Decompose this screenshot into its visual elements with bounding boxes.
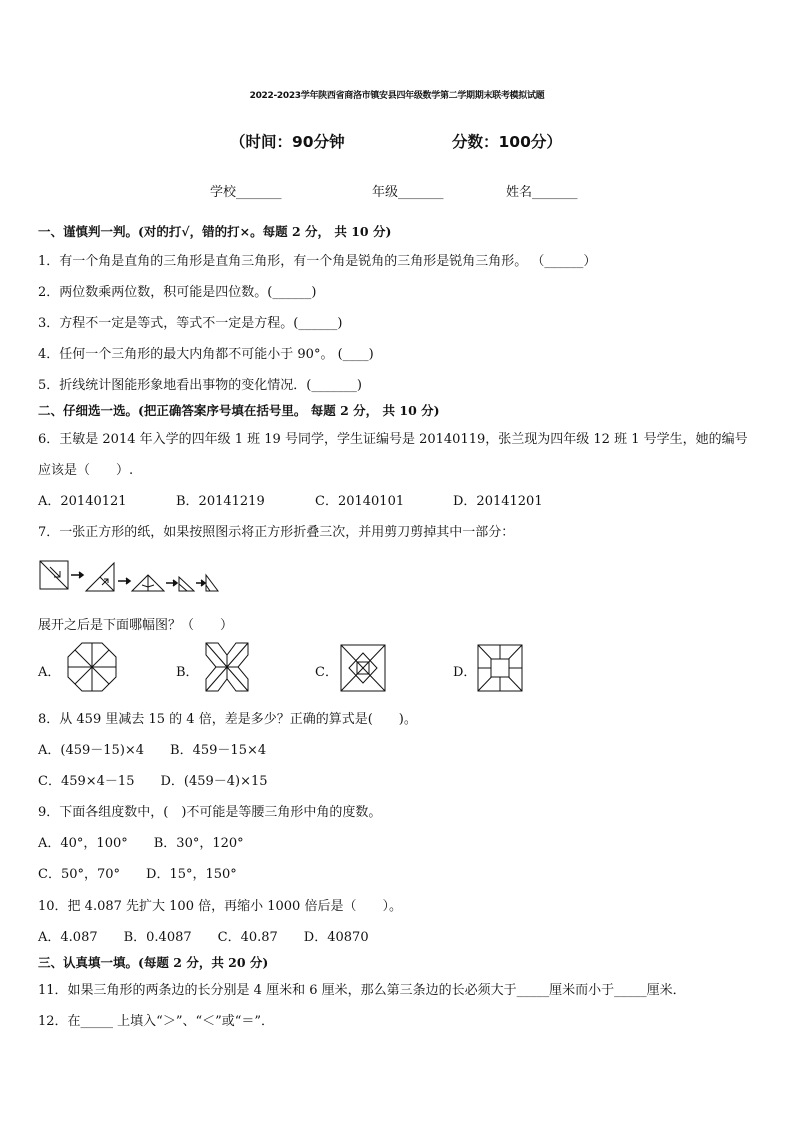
- q7-option-b-figure: [204, 641, 250, 693]
- question-4: 4．任何一个三角形的最大内角都不可能小于 90°。 (____): [38, 347, 374, 362]
- question-6-line2: 应该是（ ）.: [38, 463, 134, 478]
- question-12: 12．在_____ 上填入“＞”、“＜”或“＝”．: [38, 1014, 275, 1029]
- question-7: 7．一张正方形的纸，如果按照图示将正方形折叠三次，并用剪刀剪掉其中一部分：: [38, 525, 515, 540]
- grade-field: 年级_______: [372, 185, 444, 200]
- exam-time: （时间：90分钟: [230, 133, 345, 151]
- question-1: 1．有一个角是直角的三角形是直角三角形，有一个角是锐角的三角形是锐角三角形。 （______）: [38, 254, 597, 269]
- q7-option-a-label: A．: [38, 665, 61, 680]
- section2-heading: 二、仔细选一选。(把正确答案序号填在括号里。 每题 2 分， 共 10 分): [38, 403, 440, 418]
- question-11: 11．如果三角形的两条边的长分别是 4 厘米和 6 厘米，那么第三条边的长必须大于_____厘米而小于_____厘米．: [38, 983, 686, 998]
- question-8: 8．从 459 里减去 15 的 4 倍，差是多少？正确的算式是( )。: [38, 712, 417, 727]
- q10-options: A．4.087 B．0.4087 C．40.87 D．40870: [38, 930, 369, 945]
- name-field: 姓名_______: [506, 185, 578, 200]
- question-7-ask: 展开之后是下面哪幅图？（ ）: [38, 618, 234, 633]
- q9-options-line2: C．50°，70° D．15°，150°: [38, 867, 237, 882]
- exam-score: 分数：100分）: [452, 133, 562, 151]
- q9-options-line1: A．40°，100° B．30°，120°: [38, 836, 244, 851]
- q6-option-c: C．20140101: [315, 494, 405, 509]
- q7-option-c-figure: [339, 643, 387, 693]
- question-2: 2．两位数乘两位数，积可能是四位数。(______): [38, 285, 317, 300]
- folding-sequence-figure: [38, 557, 220, 597]
- question-5: 5．折线统计图能形象地看出事物的变化情况．(_______): [38, 378, 362, 393]
- q7-option-a-figure: [66, 641, 118, 693]
- q8-options-line2: C．459×4－15 D．(459－4)×15: [38, 774, 268, 789]
- q6-option-d: D．20141201: [453, 494, 543, 509]
- question-9: 9．下面各组度数中，( )不可能是等腰三角形中角的度数。: [38, 805, 382, 820]
- question-3: 3．方程不一定是等式，等式不一定是方程。(______): [38, 316, 343, 331]
- question-10: 10．把 4.087 先扩大 100 倍，再缩小 1000 倍后是（ ）。: [38, 899, 402, 914]
- q7-option-c-label: C．: [315, 665, 338, 680]
- q7-option-d-figure: [476, 643, 524, 693]
- question-6-line1: 6．王敏是 2014 年入学的四年级 1 班 19 号同学，学生证编号是 20140119，张兰现为四年级 12 班 1 号学生，她的编号: [38, 432, 748, 447]
- q6-option-b: B．20141219: [176, 494, 265, 509]
- section1-heading: 一、谨慎判一判。(对的打√，错的打×。每题 2 分， 共 10 分): [38, 224, 392, 239]
- q8-options-line1: A．(459－15)×4 B．459－15×4: [38, 743, 267, 758]
- section3-heading: 三、认真填一填。(每题 2 分，共 20 分): [38, 955, 269, 970]
- school-field: 学校_______: [210, 185, 282, 200]
- page-title: 2022-2023学年陕西省商洛市镇安县四年级数学第二学期期末联考模拟试题: [249, 91, 545, 101]
- q7-option-d-label: D．: [453, 665, 477, 680]
- q7-option-b-label: B．: [176, 665, 199, 680]
- q6-option-a: A．20140121: [38, 494, 127, 509]
